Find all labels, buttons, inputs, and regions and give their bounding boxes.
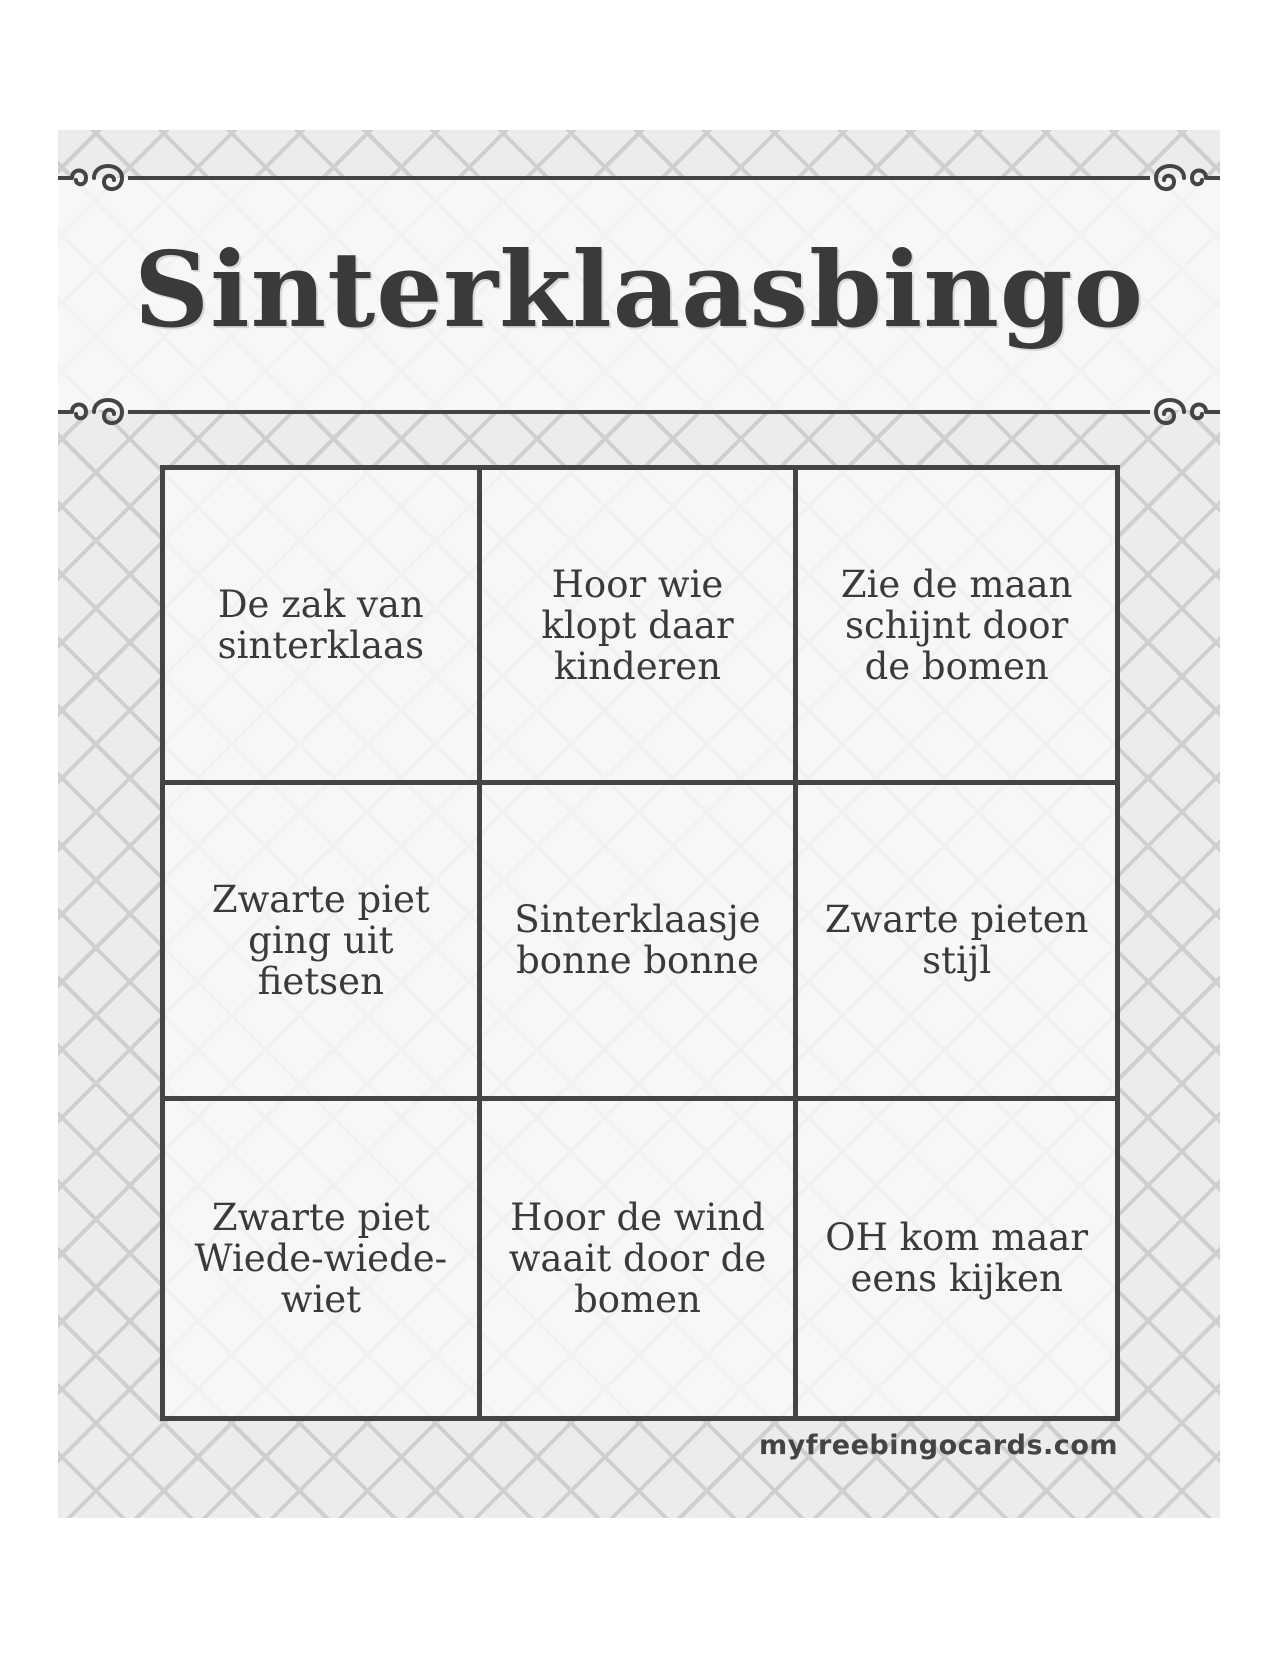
- bingo-cell-4[interactable]: Zwarte piet ging uit fietsen: [165, 785, 482, 1100]
- bingo-cell-9[interactable]: OH kom maar eens kijken: [825, 1216, 1089, 1301]
- bingo-cell-5[interactable]: Sinterklaasje bonne bonne: [482, 785, 799, 1100]
- bingo-card: [58, 130, 1220, 1518]
- bingo-cell-2[interactable]: Hoor wie klopt daar kinderen: [482, 470, 799, 785]
- site-credit: myfreebingocards.com: [759, 1430, 1118, 1461]
- ornament-divider-top: [58, 158, 1220, 198]
- bingo-cell-6[interactable]: Zwarte pieten stijl: [798, 785, 1115, 1100]
- bingo-cell-3[interactable]: Zie de maan schijnt door de bomen: [798, 470, 1115, 785]
- bingo-cell-7[interactable]: Zwarte piet Wiede-wiede-wiet: [165, 1101, 482, 1416]
- bingo-cell-1[interactable]: De zak van sinterklaas: [165, 470, 482, 785]
- bingo-grid: [160, 465, 1120, 1421]
- page-title: Sinterklaasbingo: [133, 228, 1145, 351]
- ornament-divider-bottom: [58, 392, 1220, 432]
- bingo-cell-8[interactable]: Hoor de wind waait door de bomen: [482, 1101, 799, 1416]
